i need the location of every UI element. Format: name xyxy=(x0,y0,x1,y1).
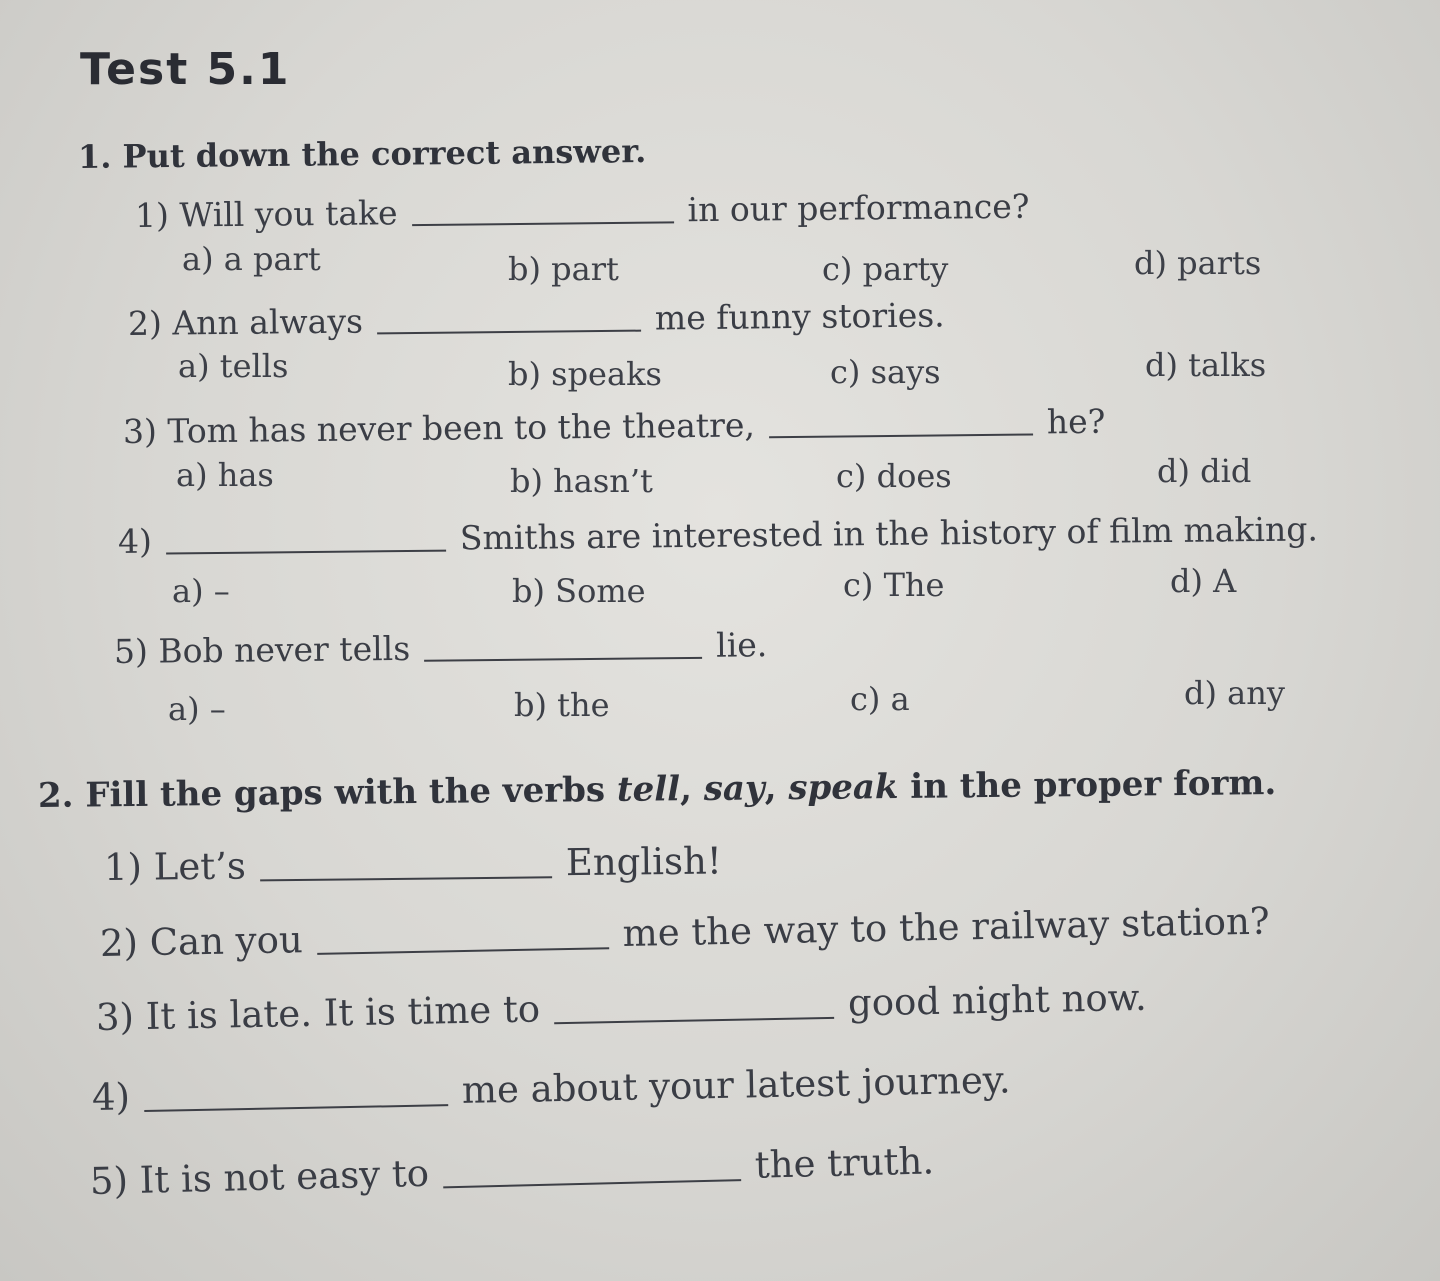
question-text-before: Let’s xyxy=(153,844,247,889)
option-a[interactable]: a) – xyxy=(172,572,230,610)
task-1-heading: 1. Put down the correct answer. xyxy=(77,132,647,176)
question-number: 5) xyxy=(89,1159,129,1203)
answer-blank[interactable] xyxy=(144,1103,448,1112)
task-2-question-4 xyxy=(92,1058,1011,1119)
question-text-before: Bob never tells xyxy=(158,628,411,671)
answer-blank[interactable] xyxy=(424,656,702,662)
question-text-after: in our performance? xyxy=(687,186,1030,230)
test-title: Test 5.1 xyxy=(80,44,291,95)
question-text-before: It is not easy to xyxy=(139,1151,430,1202)
verb-separator: , xyxy=(764,768,789,809)
task-2-heading xyxy=(38,763,1277,816)
task-2-question-2 xyxy=(100,900,1270,965)
option-b[interactable]: b) the xyxy=(514,686,610,724)
task-2-question-1 xyxy=(104,840,722,889)
question-number: 1) xyxy=(134,195,170,235)
option-a[interactable]: a) tells xyxy=(178,347,289,385)
task-1-question-3 xyxy=(123,402,1106,451)
task-1-question-5 xyxy=(114,625,768,671)
option-b[interactable]: b) speaks xyxy=(508,355,662,393)
question-text-after: me the way to the railway station? xyxy=(622,899,1271,955)
answer-blank[interactable] xyxy=(412,220,674,226)
question-text-before: Tom has never been to the theatre, xyxy=(167,405,756,451)
option-a[interactable]: a) – xyxy=(168,690,226,728)
option-b[interactable]: b) hasn’t xyxy=(510,462,653,500)
option-c[interactable]: c) party xyxy=(822,250,949,288)
option-a[interactable]: a) a part xyxy=(182,240,321,278)
question-text-after: me about your latest journey. xyxy=(461,1058,1011,1112)
option-d[interactable]: d) any xyxy=(1184,674,1285,712)
question-number: 4) xyxy=(117,521,153,561)
question-number: 4) xyxy=(91,1075,131,1119)
question-text-after: English! xyxy=(565,839,722,885)
question-number: 3) xyxy=(122,411,158,451)
question-text-after: me funny stories. xyxy=(654,295,945,338)
answer-blank[interactable] xyxy=(443,1178,741,1188)
task-2-heading-start: 2. Fill the gaps with the verbs xyxy=(37,769,618,816)
verb-separator: , xyxy=(679,769,704,810)
answer-blank[interactable] xyxy=(769,432,1033,438)
question-text-before: It is late. It is time to xyxy=(145,987,541,1039)
option-d[interactable]: d) did xyxy=(1157,452,1252,490)
question-number: 2) xyxy=(99,921,139,965)
question-text-before: Can you xyxy=(149,918,304,965)
question-text-after: Smiths are interested in the history of film making. xyxy=(459,509,1319,558)
option-d[interactable]: d) talks xyxy=(1145,346,1267,384)
question-text-after: good night now. xyxy=(847,975,1148,1025)
option-c[interactable]: c) The xyxy=(843,566,945,604)
answer-blank[interactable] xyxy=(317,946,609,955)
question-number: 1) xyxy=(103,845,143,889)
question-text-before: Will you take xyxy=(179,193,398,235)
task-1-question-2 xyxy=(128,295,945,343)
task-2-question-3 xyxy=(96,976,1147,1039)
option-d[interactable]: d) parts xyxy=(1134,244,1262,282)
task-2-heading-end: in the proper form. xyxy=(898,763,1277,807)
option-c[interactable]: c) does xyxy=(836,457,952,495)
answer-blank[interactable] xyxy=(377,329,641,335)
option-c[interactable]: c) says xyxy=(830,353,941,391)
option-b[interactable]: b) Some xyxy=(512,572,646,610)
option-c[interactable]: c) a xyxy=(850,680,910,718)
task-1-question-4 xyxy=(118,509,1318,561)
question-number: 2) xyxy=(127,303,163,343)
option-d[interactable]: d) A xyxy=(1170,562,1237,600)
question-text-after: the truth. xyxy=(754,1139,935,1187)
answer-blank[interactable] xyxy=(554,1016,834,1024)
option-a[interactable]: a) has xyxy=(176,456,274,494)
question-text-after: he? xyxy=(1046,401,1106,442)
question-text-before: Ann always xyxy=(172,301,364,343)
answer-blank[interactable] xyxy=(166,549,446,555)
verb-tell: tell xyxy=(616,769,681,810)
verb-speak: speak xyxy=(788,766,899,809)
question-number: 3) xyxy=(95,995,135,1039)
question-number: 5) xyxy=(113,631,149,671)
task-1-question-1 xyxy=(135,187,1030,235)
answer-blank[interactable] xyxy=(260,875,552,881)
option-b[interactable]: b) part xyxy=(508,250,619,288)
task-2-question-5 xyxy=(89,1139,934,1203)
question-text-after: lie. xyxy=(715,625,768,665)
verb-say: say xyxy=(703,768,765,810)
